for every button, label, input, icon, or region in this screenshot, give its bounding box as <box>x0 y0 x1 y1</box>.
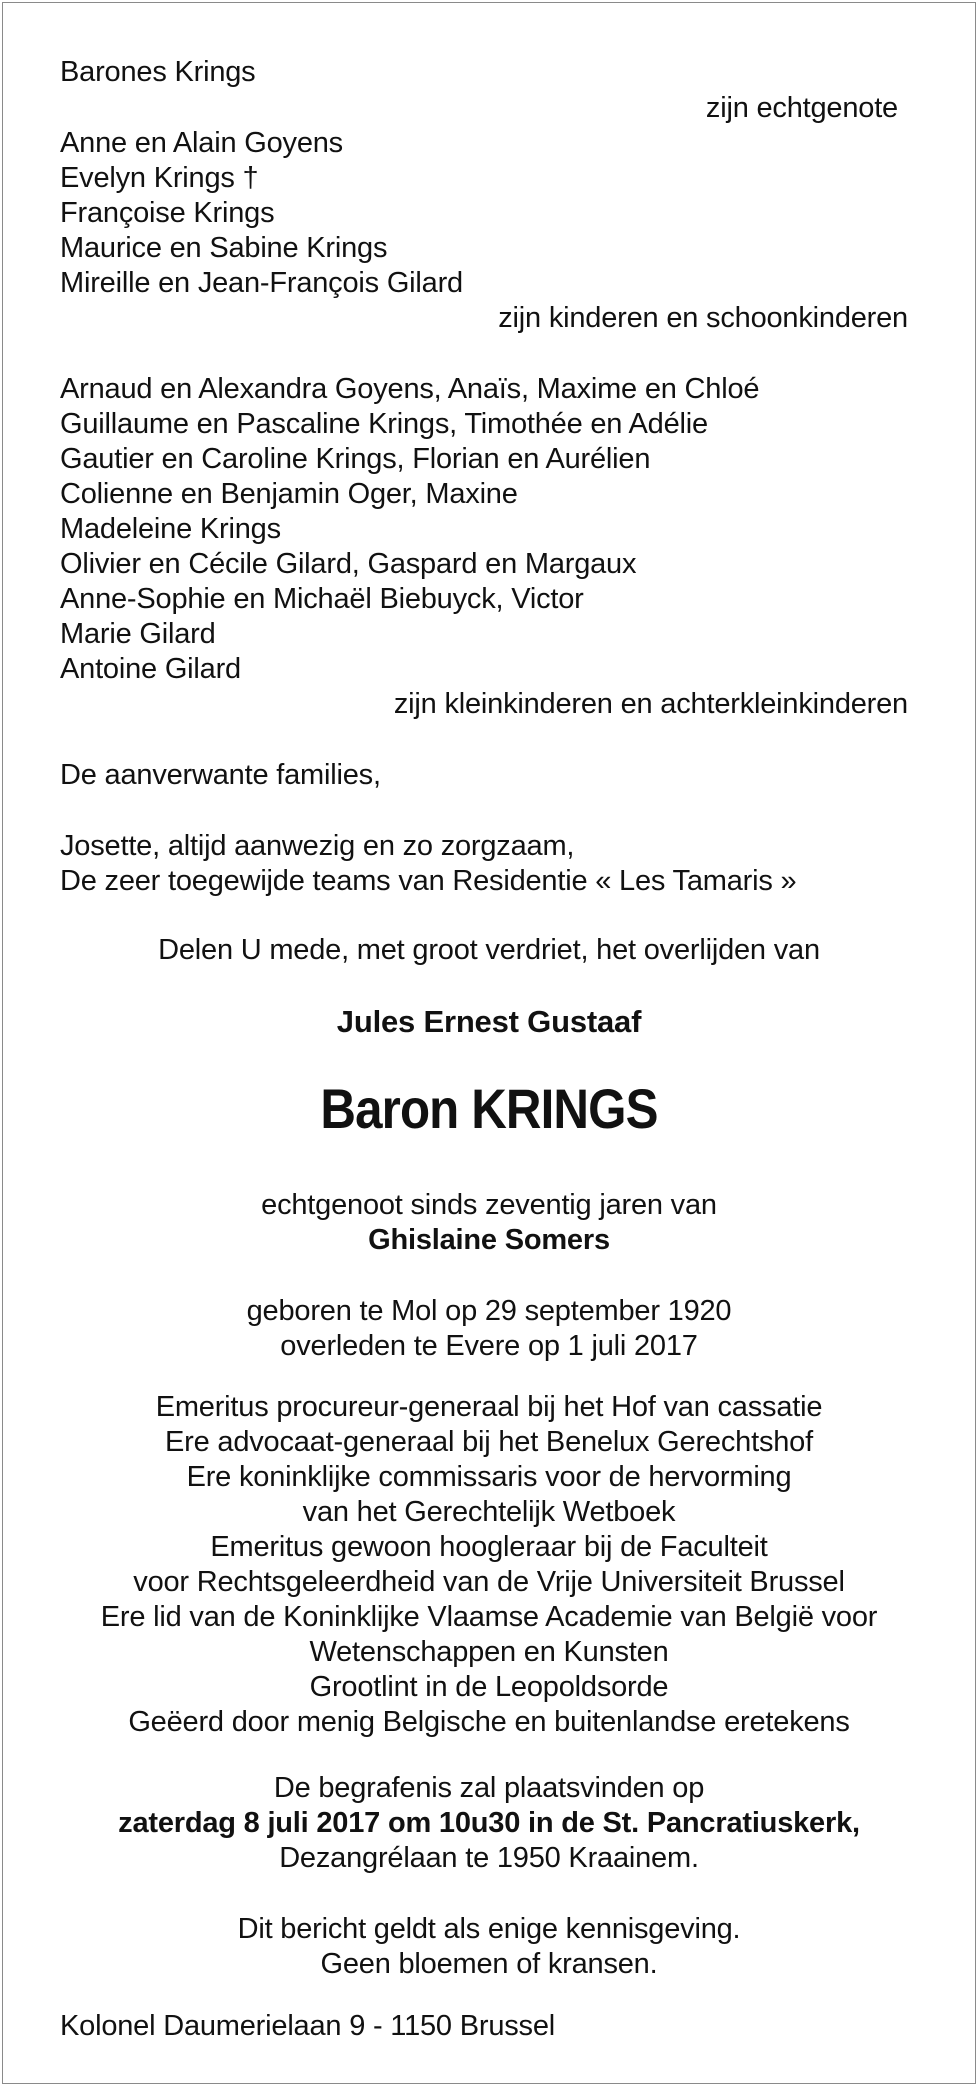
honour-line: Emeritus gewoon hoogleraar bij de Faculteit <box>210 1531 768 1563</box>
spouse-role: zijn echtgenote <box>705 92 898 124</box>
grandchild-name: Gautier en Caroline Krings, Florian en Aurélien <box>60 443 651 475</box>
grandchild-name: Arnaud en Alexandra Goyens, Anaïs, Maxime en Chloé <box>60 373 760 405</box>
grandchild-name: Antoine Gilard <box>60 653 241 685</box>
child-name: Françoise Krings <box>60 197 275 229</box>
child-name: Anne en Alain Goyens <box>60 127 343 159</box>
carer-line: Josette, altijd aanwezig en zo zorgzaam, <box>60 830 575 862</box>
notice-line: Dit bericht geldt als enige kennisgeving. <box>237 1913 741 1945</box>
honour-line: Grootlint in de Leopoldsorde <box>309 1671 669 1703</box>
grandchild-name: Anne-Sophie en Michaël Biebuyck, Victor <box>60 583 584 615</box>
honour-line: Emeritus procureur-generaal bij het Hof van cassatie <box>155 1391 823 1423</box>
death-line: overleden te Evere op 1 juli 2017 <box>280 1330 698 1362</box>
honour-line: Ere lid van de Koninklijke Vlaamse Academie van België voor <box>100 1601 878 1633</box>
honour-line: voor Rechtsgeleerdheid van de Vrije Universiteit Brussel <box>133 1566 845 1598</box>
home-address: Kolonel Daumerielaan 9 - 1150 Brussel <box>60 2010 556 2042</box>
honour-line: van het Gerechtelijk Wetboek <box>302 1496 676 1528</box>
grandchild-name: Madeleine Krings <box>60 513 281 545</box>
deceased-given-names: Jules Ernest Gustaaf <box>336 1004 642 1039</box>
families-line: De aanverwante families, <box>60 759 381 791</box>
funeral-address: Dezangrélaan te 1950 Kraainem. <box>279 1842 699 1874</box>
carer-line: De zeer toegewijde teams van Residentie « Les Tamaris » <box>60 865 797 897</box>
children-role: zijn kinderen en schoonkinderen <box>498 302 908 334</box>
spouse-name: Barones Krings <box>60 56 256 88</box>
funeral-date-place: zaterdag 8 juli 2017 om 10u30 in de St. Pancratiuskerk, <box>118 1807 860 1839</box>
funeral-intro: De begrafenis zal plaatsvinden op <box>273 1772 705 1804</box>
announcement: Delen U mede, met groot verdriet, het overlijden van <box>158 934 820 966</box>
child-name: Evelyn Krings † <box>60 162 259 194</box>
honour-line: Wetenschappen en Kunsten <box>309 1636 669 1668</box>
obituary-notice <box>2 2 976 2084</box>
grandchild-name: Olivier en Cécile Gilard, Gaspard en Margaux <box>60 548 637 580</box>
spouse-intro: echtgenoot sinds zeventig jaren van <box>261 1189 717 1221</box>
deceased-title-name: Baron KRINGS <box>320 1077 658 1140</box>
grandchild-name: Marie Gilard <box>60 618 216 650</box>
child-name: Maurice en Sabine Krings <box>60 232 388 264</box>
grandchild-name: Guillaume en Pascaline Krings, Timothée en Adélie <box>60 408 708 440</box>
honour-line: Ere advocaat-generaal bij het Benelux Gerechtshof <box>165 1426 813 1458</box>
honour-line: Ere koninklijke commissaris voor de hervorming <box>186 1461 792 1493</box>
notice-line: Geen bloemen of kransen. <box>320 1948 658 1980</box>
grandchild-name: Colienne en Benjamin Oger, Maxine <box>60 478 518 510</box>
child-name: Mireille en Jean-François Gilard <box>60 267 463 299</box>
grandchildren-role: zijn kleinkinderen en achterkleinkinderen <box>393 688 908 720</box>
honour-line: Geëerd door menig Belgische en buitenlandse eretekens <box>128 1706 850 1738</box>
spouse-full-name: Ghislaine Somers <box>368 1224 610 1256</box>
birth-line: geboren te Mol op 29 september 1920 <box>246 1295 732 1327</box>
